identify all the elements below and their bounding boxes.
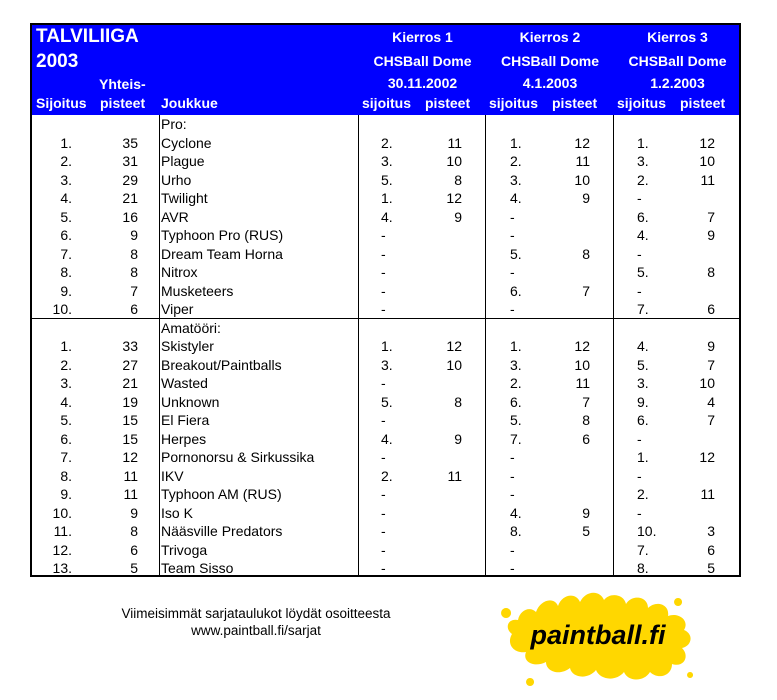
cell-r1-place: - <box>381 504 386 521</box>
cell-total: 8 <box>130 523 138 539</box>
round-1-sub-pisteet: pisteet <box>425 95 471 111</box>
cell-r3-place: - <box>637 282 642 299</box>
cell-r3-place: 4. <box>637 227 649 243</box>
col-joukkue: Joukkue <box>161 95 218 111</box>
cell-r2-place: - <box>510 560 515 576</box>
cell-rank: 3. <box>60 171 72 188</box>
cell-r3-points: 7 <box>707 356 715 373</box>
cell-r2-points: 11 <box>575 375 590 391</box>
cell-r1-points: 12 <box>446 190 462 206</box>
cell-r2-place: 6. <box>510 282 522 299</box>
cell-rank: 9. <box>60 282 72 299</box>
cell-r2-points: 8 <box>582 412 590 428</box>
cell-r3-points: 12 <box>699 134 715 151</box>
cell-r3-place: - <box>637 190 642 206</box>
cell-total: 33 <box>122 338 138 354</box>
cell-r2-place: 6. <box>510 393 522 410</box>
cell-r2-place: - <box>510 227 515 243</box>
league-year: 2003 <box>36 51 79 72</box>
cell-r3-place: 1. <box>637 449 649 465</box>
cell-team: Skistyler <box>161 338 214 354</box>
cell-r1-points: 10 <box>446 356 462 373</box>
cell-team: Trivoga <box>161 541 208 558</box>
table-row <box>32 393 739 412</box>
cell-total: 9 <box>130 227 138 243</box>
table-header <box>32 25 739 115</box>
cell-rank: 4. <box>60 393 72 410</box>
cell-r2-points: 6 <box>582 430 590 447</box>
cell-rank: 13. <box>52 560 72 576</box>
cell-total: 21 <box>122 375 138 391</box>
table-row <box>32 226 739 245</box>
cell-r3-place: 7. <box>637 301 649 317</box>
col-yhteispisteet: pisteet <box>100 95 146 111</box>
cell-rank: 7. <box>60 449 72 465</box>
cell-team: El Fiera <box>161 412 210 428</box>
cell-total: 7 <box>130 282 138 299</box>
cell-r1-place: - <box>381 560 386 576</box>
table-body <box>32 115 739 577</box>
table-row <box>32 245 739 264</box>
table-row <box>32 430 739 449</box>
round-2-name: Kierros 2 <box>519 29 581 45</box>
cell-r3-place: - <box>637 504 642 521</box>
cell-r1-points: 8 <box>454 171 462 188</box>
cell-r3-place: 3. <box>637 375 649 391</box>
cell-r1-place: - <box>381 282 386 299</box>
table-row <box>32 485 739 504</box>
cell-r3-points: 9 <box>707 338 715 354</box>
cell-r1-points: 10 <box>446 153 462 169</box>
table-row <box>32 411 739 430</box>
round-1-name: Kierros 1 <box>392 29 453 45</box>
section-label: Amatööri: <box>161 319 221 336</box>
table-row <box>32 467 739 486</box>
cell-total: 11 <box>123 467 138 484</box>
cell-r3-points: 11 <box>700 486 715 502</box>
cell-team: AVR <box>161 208 189 225</box>
cell-r1-place: 1. <box>381 338 393 354</box>
cell-rank: 10. <box>52 301 72 317</box>
table-row <box>32 263 739 282</box>
cell-r3-place: 2. <box>637 486 649 502</box>
cell-r2-place: 5. <box>510 245 522 262</box>
cell-team: Twilight <box>161 190 208 206</box>
cell-total: 9 <box>130 504 138 521</box>
section-label-row <box>32 115 739 134</box>
cell-r3-points: 7 <box>707 208 715 225</box>
cell-r3-points: 7 <box>707 412 715 428</box>
cell-r3-points: 6 <box>707 541 715 558</box>
cell-r2-place: 3. <box>510 356 522 373</box>
cell-r2-place: 5. <box>510 412 522 428</box>
cell-total: 6 <box>130 541 138 558</box>
table-row <box>32 374 739 393</box>
table-row <box>32 300 739 319</box>
cell-r3-points: 12 <box>699 449 715 465</box>
cell-r1-place: 5. <box>381 171 393 188</box>
cell-total: 21 <box>122 190 138 206</box>
standings-table <box>30 23 741 577</box>
cell-r1-place: - <box>381 449 386 465</box>
cell-r3-place: 5. <box>637 264 649 280</box>
cell-r2-place: 8. <box>510 523 522 539</box>
section-label-row <box>32 319 739 338</box>
cell-r1-place: - <box>381 412 386 428</box>
round-2-venue: CHSBall Dome <box>500 53 600 69</box>
table-row <box>32 504 739 523</box>
cell-rank: 8. <box>60 264 72 280</box>
cell-r2-place: - <box>510 208 515 225</box>
cell-r1-place: - <box>381 301 386 317</box>
cell-r1-place: - <box>381 486 386 502</box>
cell-r2-place: - <box>510 467 515 484</box>
round-3-name: Kierros 3 <box>647 29 708 45</box>
cell-rank: 5. <box>60 412 72 428</box>
round-3-sub-sijoitus: sijoitus <box>617 95 667 111</box>
cell-r2-points: 9 <box>582 190 590 206</box>
section-label: Pro: <box>161 116 187 132</box>
cell-r1-place: - <box>381 245 386 262</box>
footer-link[interactable]: www.paintball.fi/sarjat <box>191 623 321 638</box>
cell-r3-points: 6 <box>707 301 715 317</box>
cell-r2-points: 7 <box>582 393 590 410</box>
cell-r2-points: 10 <box>574 171 590 188</box>
cell-r2-place: - <box>510 264 515 280</box>
cell-total: 35 <box>122 134 138 151</box>
cell-rank: 3. <box>60 375 72 391</box>
cell-r2-points: 10 <box>574 356 590 373</box>
cell-rank: 7. <box>60 245 72 262</box>
cell-rank: 1. <box>60 338 72 354</box>
cell-total: 29 <box>122 171 138 188</box>
table-row <box>32 134 739 153</box>
cell-rank: 4. <box>60 190 72 206</box>
cell-total: 5 <box>130 560 138 576</box>
cell-r2-points: 12 <box>574 134 590 151</box>
cell-r3-place: 2. <box>637 171 649 188</box>
cell-rank: 9. <box>60 486 72 502</box>
cell-team: Plague <box>161 153 205 169</box>
cell-r2-place: 2. <box>510 375 522 391</box>
cell-rank: 1. <box>60 134 72 151</box>
cell-r1-place: - <box>381 264 386 280</box>
cell-r1-place: 2. <box>381 134 393 151</box>
cell-rank: 12. <box>52 541 72 558</box>
cell-r2-points: 9 <box>582 504 590 521</box>
cell-r3-points: 10 <box>699 375 715 391</box>
cell-team: Pornonorsu & Sirkussika <box>161 449 315 465</box>
round-1-sub-sijoitus: sijoitus <box>362 95 412 111</box>
cell-r1-points: 11 <box>447 134 462 151</box>
cell-r1-place: 3. <box>381 153 393 169</box>
table-row <box>32 171 739 190</box>
cell-r2-place: 3. <box>510 171 522 188</box>
cell-r3-place: 1. <box>637 134 649 151</box>
cell-r1-place: - <box>381 375 386 391</box>
round-3-date: 1.2.2003 <box>650 75 705 91</box>
league-title: TALVILIIGA <box>36 26 139 47</box>
cell-rank: 11. <box>53 523 72 539</box>
cell-r3-points: 5 <box>707 560 715 576</box>
cell-team: Herpes <box>161 430 207 447</box>
round-2-date: 4.1.2003 <box>522 75 578 91</box>
cell-r3-place: 6. <box>637 412 649 428</box>
round-3-venue: CHSBall Dome <box>628 53 727 69</box>
col-sijoitus: Sijoitus <box>36 95 87 111</box>
cell-r2-place: 2. <box>510 153 522 169</box>
cell-rank: 8. <box>60 467 72 484</box>
cell-r3-place: 5. <box>637 356 649 373</box>
cell-team: Urho <box>161 171 192 188</box>
cell-r1-place: - <box>381 541 386 558</box>
cell-r3-place: 7. <box>637 541 649 558</box>
paintball-splat-icon <box>500 588 696 686</box>
cell-total: 15 <box>122 430 138 447</box>
table-row <box>32 448 739 467</box>
cell-r3-place: 4. <box>637 338 649 354</box>
cell-total: 12 <box>122 449 138 465</box>
cell-r2-points: 8 <box>582 245 590 262</box>
cell-r3-place: 10. <box>637 523 657 539</box>
cell-team: Cyclone <box>161 134 212 151</box>
cell-r3-place: - <box>637 467 642 484</box>
cell-total: 15 <box>122 412 138 428</box>
table-row <box>32 356 739 375</box>
cell-r1-place: 4. <box>381 430 393 447</box>
cell-r2-points: 7 <box>582 282 590 299</box>
cell-r1-points: 8 <box>454 393 462 410</box>
cell-total: 16 <box>122 208 138 225</box>
cell-r1-place: - <box>381 523 386 539</box>
cell-total: 27 <box>122 356 138 373</box>
cell-r1-place: 4. <box>381 208 393 225</box>
table-row <box>32 189 739 208</box>
table-row <box>32 337 739 356</box>
cell-total: 8 <box>130 245 138 262</box>
cell-rank: 5. <box>60 208 72 225</box>
table-row <box>32 541 739 560</box>
cell-total: 31 <box>122 153 138 169</box>
cell-total: 11 <box>123 486 138 502</box>
cell-r3-points: 4 <box>707 393 715 410</box>
table-row <box>32 208 739 227</box>
table-row <box>32 559 739 578</box>
footer-note <box>98 605 414 639</box>
cell-r3-place: 3. <box>637 153 649 169</box>
cell-r1-place: 1. <box>381 190 393 206</box>
cell-team: IKV <box>161 467 184 484</box>
cell-r3-points: 9 <box>707 227 715 243</box>
cell-team: Iso K <box>161 504 193 521</box>
cell-r3-points: 11 <box>700 171 715 188</box>
cell-r2-place: - <box>510 486 515 502</box>
cell-r2-place: - <box>510 541 515 558</box>
cell-r2-place: 1. <box>510 338 522 354</box>
cell-team: Team Sisso <box>161 560 234 576</box>
cell-r3-points: 10 <box>699 153 715 169</box>
cell-r1-points: 9 <box>454 430 462 447</box>
cell-team: Breakout/Paintballs <box>161 356 282 373</box>
cell-rank: 2. <box>60 153 72 169</box>
cell-team: Nitrox <box>161 264 198 280</box>
cell-r2-place: - <box>510 301 515 317</box>
cell-total: 6 <box>130 301 138 317</box>
cell-r2-points: 5 <box>582 523 590 539</box>
cell-team: Typhoon Pro (RUS) <box>161 227 284 243</box>
cell-r3-place: - <box>637 245 642 262</box>
cell-team: Typhoon AM (RUS) <box>161 486 282 502</box>
cell-team: Musketeers <box>161 282 234 299</box>
round-3-sub-pisteet: pisteet <box>680 95 726 111</box>
cell-team: Dream Team Horna <box>161 245 283 262</box>
cell-rank: 10. <box>52 504 72 521</box>
cell-r1-points: 9 <box>454 208 462 225</box>
cell-team: Viper <box>161 301 194 317</box>
footer-line1: Viimeisimmät sarjataulukot löydät osoitteesta <box>121 606 391 621</box>
cell-total: 8 <box>130 264 138 280</box>
cell-r2-place: 1. <box>510 134 522 151</box>
cell-r1-points: 12 <box>446 338 462 354</box>
cell-team: Nääsville Predators <box>161 523 283 539</box>
round-1-venue: CHSBall Dome <box>373 53 472 69</box>
cell-r1-points: 11 <box>447 467 462 484</box>
cell-r2-points: 11 <box>575 153 590 169</box>
cell-r3-place: 6. <box>637 208 649 225</box>
cell-team: Unknown <box>161 393 220 410</box>
cell-r2-place: - <box>510 449 515 465</box>
cell-r1-place: - <box>381 227 386 243</box>
cell-r1-place: 3. <box>381 356 393 373</box>
cell-rank: 6. <box>60 430 72 447</box>
round-2-sub-pisteet: pisteet <box>552 95 598 111</box>
table-row <box>32 522 739 541</box>
cell-total: 19 <box>122 393 138 410</box>
cell-r2-place: 7. <box>510 430 522 447</box>
cell-rank: 2. <box>60 356 72 373</box>
paintball-logo[interactable] <box>500 588 696 686</box>
round-2-sub-sijoitus: sijoitus <box>489 95 539 111</box>
col-yhteis-top: Yhteis- <box>99 76 146 92</box>
table-row <box>32 152 739 171</box>
cell-r3-place: - <box>637 430 642 447</box>
cell-r1-place: 5. <box>381 393 393 410</box>
cell-r1-place: 2. <box>381 467 393 484</box>
cell-r3-place: 9. <box>637 393 649 410</box>
cell-r2-points: 12 <box>574 338 590 354</box>
round-1-date: 30.11.2002 <box>387 75 458 91</box>
cell-r2-place: 4. <box>510 504 522 521</box>
cell-team: Wasted <box>161 375 208 391</box>
table-row <box>32 282 739 301</box>
cell-rank: 6. <box>60 227 72 243</box>
logo-text: paintball.fi <box>530 620 666 650</box>
cell-r3-points: 3 <box>707 523 715 539</box>
cell-r3-place: 8. <box>637 560 649 576</box>
cell-r3-points: 8 <box>707 264 715 280</box>
cell-r2-place: 4. <box>510 190 522 206</box>
